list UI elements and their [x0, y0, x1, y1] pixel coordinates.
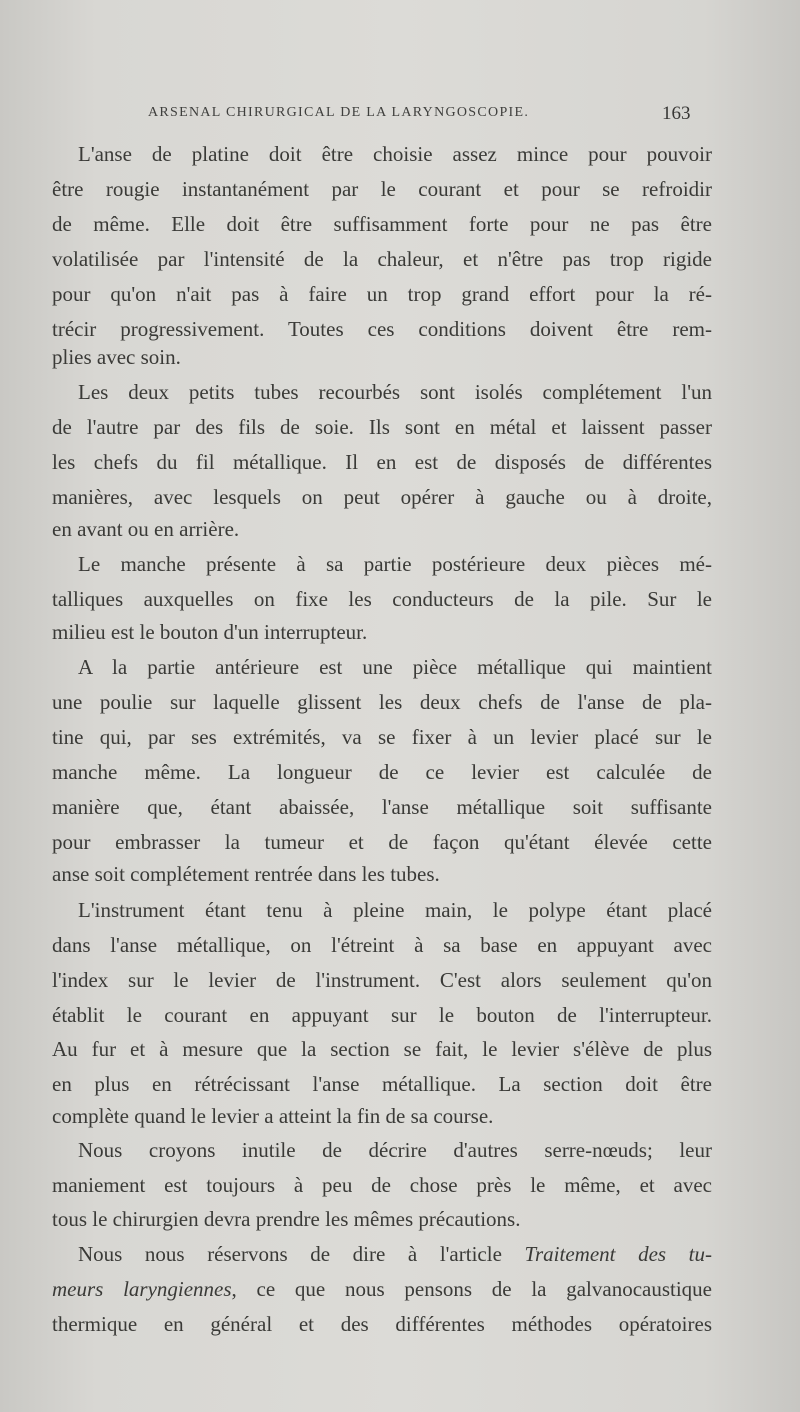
text-line: [52, 1275, 712, 1305]
text-line: de même. Elle doit être suffisamment forte pour ne pas être: [52, 212, 712, 236]
italic-run: Traitement des tu-: [524, 1242, 712, 1266]
text-line: complète quand le levier a atteint la fin de sa course.: [52, 1104, 494, 1128]
page-number: 163: [662, 103, 691, 124]
text-line: talliques auxquelles on fixe les conducteurs de la pile. Sur le: [52, 587, 712, 611]
running-head-title: ARSENAL CHIRURGICAL DE LA LARYNGOSCOPIE.: [148, 105, 530, 120]
text-line: les chefs du fil métallique. Il en est de disposés de différentes: [52, 450, 712, 474]
text-line: être rougie instantanément par le courant et pour se refroidir: [52, 177, 712, 201]
text-line: Les deux petits tubes recourbés sont isolés complétement l'un: [78, 380, 712, 404]
text-line: manières, avec lesquels on peut opérer à gauche ou à droite,: [52, 485, 712, 509]
text-run: Nous nous réservons de dire à l'article: [78, 1242, 525, 1266]
text-line: établit le courant en appuyant sur le bouton de l'interrupteur.: [52, 1003, 712, 1027]
text-line: L'anse de platine doit être choisie assez mince pour pouvoir: [78, 142, 712, 166]
text-line: tine qui, par ses extrémités, va se fixer à un levier placé sur le: [52, 725, 712, 749]
text-line: trécir progressivement. Toutes ces conditions doivent être rem-: [52, 317, 712, 341]
text-line: volatilisée par l'intensité de la chaleur, et n'être pas trop rigide: [52, 247, 712, 271]
text-line: milieu est le bouton d'un interrupteur.: [52, 620, 368, 644]
text-line: de l'autre par des fils de soie. Ils sont en métal et laissent passer: [52, 415, 712, 439]
text-line: Le manche présente à sa partie postérieure deux pièces mé-: [78, 552, 712, 576]
text-line: A la partie antérieure est une pièce métallique qui maintient: [78, 655, 712, 679]
text-run: , ce que nous pensons de la galvanocaustique: [231, 1277, 712, 1301]
text-line: L'instrument étant tenu à pleine main, le polype étant placé: [78, 898, 712, 922]
text-line: anse soit complétement rentrée dans les tubes.: [52, 862, 440, 886]
text-line: tous le chirurgien devra prendre les mêmes précautions.: [52, 1207, 521, 1231]
text-line: l'index sur le levier de l'instrument. C'est alors seulement qu'on: [52, 968, 712, 992]
text-line: pour embrasser la tumeur et de façon qu'étant élevée cette: [52, 830, 712, 854]
text-line: Au fur et à mesure que la section se fait, le levier s'élève de plus: [52, 1037, 712, 1061]
text-line: manière que, étant abaissée, l'anse métallique soit suffisante: [52, 795, 712, 819]
text-line: manche même. La longueur de ce levier est calculée de: [52, 760, 712, 784]
text-line: en plus en rétrécissant l'anse métallique. La section doit être: [52, 1072, 712, 1096]
text-line: en avant ou en arrière.: [52, 517, 240, 541]
text-line: thermique en général et des différentes méthodes opératoires: [52, 1312, 712, 1336]
text-line: une poulie sur laquelle glissent les deux chefs de l'anse de pla-: [52, 690, 712, 714]
text-line: pour qu'on n'ait pas à faire un trop grand effort pour la ré-: [52, 282, 712, 306]
text-line: plies avec soin.: [52, 345, 181, 369]
text-line: Nous croyons inutile de décrire d'autres serre-nœuds; leur: [78, 1138, 712, 1162]
text-line: dans l'anse métallique, on l'étreint à sa base en appuyant avec: [52, 933, 712, 957]
text-line: maniement est toujours à peu de chose près le même, et avec: [52, 1173, 712, 1197]
text-line: [78, 1240, 712, 1270]
italic-run: meurs laryngiennes: [52, 1277, 232, 1301]
